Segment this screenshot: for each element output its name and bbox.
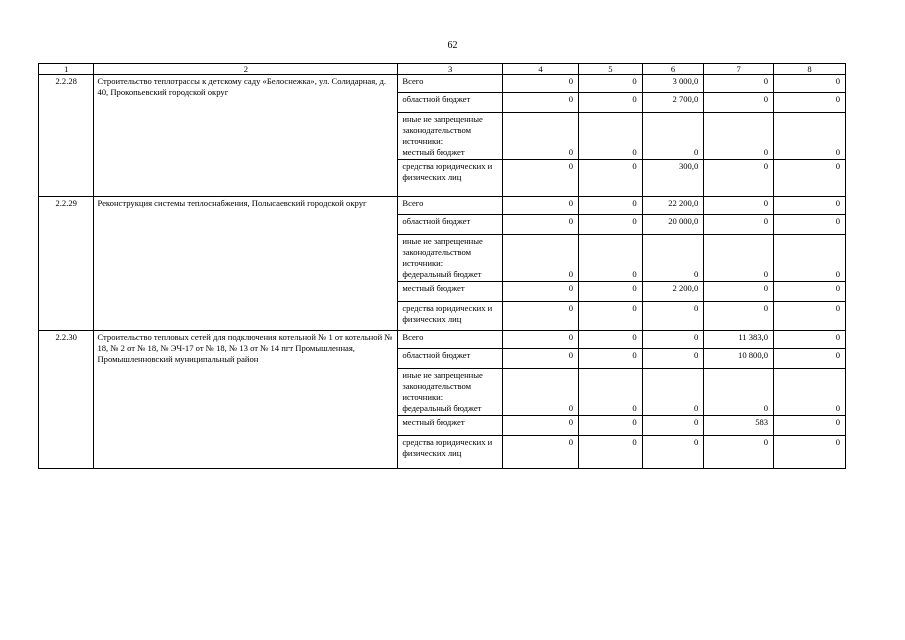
value-cell: 0 bbox=[774, 331, 846, 349]
value-cell: 0 bbox=[579, 160, 643, 197]
funding-source: Всего bbox=[398, 331, 503, 349]
value-cell: 0 bbox=[579, 197, 643, 215]
value-cell: 0 bbox=[503, 113, 579, 160]
value-cell: 0 bbox=[579, 302, 643, 331]
value-cell: 10 800,0 bbox=[704, 349, 774, 369]
value-cell: 0 bbox=[579, 331, 643, 349]
value-cell: 0 bbox=[642, 302, 704, 331]
value-cell: 0 bbox=[503, 93, 579, 113]
header-cell: 1 bbox=[39, 64, 94, 75]
value-cell: 0 bbox=[704, 282, 774, 302]
value-cell: 0 bbox=[774, 369, 846, 416]
funding-source bbox=[398, 113, 503, 160]
value-cell: 0 bbox=[774, 302, 846, 331]
funding-source: местный бюджет bbox=[398, 416, 503, 436]
header-cell: 8 bbox=[774, 64, 846, 75]
value-cell: 0 bbox=[503, 302, 579, 331]
value-cell: 0 bbox=[704, 197, 774, 215]
value-cell: 20 000,0 bbox=[642, 215, 704, 235]
value-cell: 0 bbox=[704, 93, 774, 113]
value-cell: 0 bbox=[503, 436, 579, 469]
value-cell: 0 bbox=[774, 282, 846, 302]
funding-label: местный бюджет bbox=[402, 147, 465, 157]
value-cell: 2 700,0 bbox=[642, 93, 704, 113]
value-cell: 0 bbox=[503, 416, 579, 436]
value-cell: 0 bbox=[579, 75, 643, 93]
funding-label: федеральный бюджет bbox=[402, 269, 482, 279]
value-cell: 0 bbox=[579, 436, 643, 469]
funding-source: средства юридических и физических лиц bbox=[398, 302, 503, 331]
header-cell: 2 bbox=[94, 64, 398, 75]
funding-intro: иные не запрещенные законодательством источники: bbox=[402, 370, 483, 402]
value-cell: 22 200,0 bbox=[642, 197, 704, 215]
value-cell: 0 bbox=[774, 93, 846, 113]
value-cell: 0 bbox=[503, 160, 579, 197]
budget-table bbox=[38, 63, 846, 469]
value-cell: 0 bbox=[642, 436, 704, 469]
value-cell: 0 bbox=[579, 235, 643, 282]
table-row bbox=[39, 331, 846, 349]
value-cell: 0 bbox=[774, 215, 846, 235]
value-cell: 0 bbox=[642, 113, 704, 160]
item-description: Строительство теплотрассы к детскому саду «Белоснежка», ул. Солидарная, д. 40, Прокопьевский городской округ bbox=[94, 75, 398, 197]
header-cell: 7 bbox=[704, 64, 774, 75]
value-cell: 0 bbox=[774, 113, 846, 160]
header-cell: 5 bbox=[579, 64, 643, 75]
funding-source bbox=[398, 235, 503, 282]
value-cell: 0 bbox=[503, 349, 579, 369]
value-cell: 0 bbox=[503, 369, 579, 416]
value-cell: 0 bbox=[642, 369, 704, 416]
item-description: Строительство тепловых сетей для подключения котельной № 1 от котельной № 18, № 2 от № 18, № ЭЧ-17 от № 18, № 13 от № 14 пгт Промышленная, Промышленновский муниципальный район bbox=[94, 331, 398, 469]
value-cell: 0 bbox=[503, 235, 579, 282]
funding-intro: иные не запрещенные законодательством источники: bbox=[402, 236, 483, 268]
funding-source: областной бюджет bbox=[398, 93, 503, 113]
item-code: 2.2.30 bbox=[39, 331, 94, 469]
value-cell: 0 bbox=[503, 331, 579, 349]
value-cell: 0 bbox=[704, 302, 774, 331]
value-cell: 0 bbox=[579, 416, 643, 436]
header-cell: 4 bbox=[503, 64, 579, 75]
funding-source: областной бюджет bbox=[398, 215, 503, 235]
value-cell: 11 383,0 bbox=[704, 331, 774, 349]
value-cell: 0 bbox=[503, 282, 579, 302]
funding-source: средства юридических и физических лиц bbox=[398, 436, 503, 469]
value-cell: 0 bbox=[704, 436, 774, 469]
value-cell: 2 200,0 bbox=[642, 282, 704, 302]
value-cell: 0 bbox=[642, 235, 704, 282]
value-cell: 0 bbox=[503, 215, 579, 235]
page-number: 62 bbox=[447, 40, 458, 51]
table-row bbox=[39, 75, 846, 93]
value-cell: 0 bbox=[774, 160, 846, 197]
value-cell: 0 bbox=[704, 75, 774, 93]
value-cell: 0 bbox=[579, 349, 643, 369]
funding-source: местный бюджет bbox=[398, 282, 503, 302]
value-cell: 0 bbox=[579, 215, 643, 235]
value-cell: 0 bbox=[774, 75, 846, 93]
funding-source: Всего bbox=[398, 197, 503, 215]
value-cell: 0 bbox=[503, 75, 579, 93]
value-cell: 583 bbox=[704, 416, 774, 436]
value-cell: 0 bbox=[579, 282, 643, 302]
value-cell: 300,0 bbox=[642, 160, 704, 197]
value-cell: 0 bbox=[704, 215, 774, 235]
value-cell: 0 bbox=[642, 331, 704, 349]
header-row bbox=[39, 64, 846, 75]
value-cell: 3 000,0 bbox=[642, 75, 704, 93]
value-cell: 0 bbox=[579, 93, 643, 113]
value-cell: 0 bbox=[579, 113, 643, 160]
funding-intro: иные не запрещенные законодательством источники: bbox=[402, 114, 483, 146]
funding-source bbox=[398, 369, 503, 416]
value-cell: 0 bbox=[774, 349, 846, 369]
value-cell: 0 bbox=[704, 113, 774, 160]
item-description: Реконструкция системы теплоснабжения, Полысаевский городской округ bbox=[94, 197, 398, 331]
item-code: 2.2.29 bbox=[39, 197, 94, 331]
header-cell: 3 bbox=[398, 64, 503, 75]
value-cell: 0 bbox=[642, 349, 704, 369]
table-row bbox=[39, 197, 846, 215]
value-cell: 0 bbox=[774, 416, 846, 436]
value-cell: 0 bbox=[774, 235, 846, 282]
value-cell: 0 bbox=[704, 369, 774, 416]
header-cell: 6 bbox=[642, 64, 704, 75]
funding-source: областной бюджет bbox=[398, 349, 503, 369]
value-cell: 0 bbox=[503, 197, 579, 215]
value-cell: 0 bbox=[774, 197, 846, 215]
item-code: 2.2.28 bbox=[39, 75, 94, 197]
value-cell: 0 bbox=[704, 235, 774, 282]
value-cell: 0 bbox=[579, 369, 643, 416]
value-cell: 0 bbox=[774, 436, 846, 469]
value-cell: 0 bbox=[704, 160, 774, 197]
funding-source: средства юридических и физических лиц bbox=[398, 160, 503, 197]
value-cell: 0 bbox=[642, 416, 704, 436]
funding-source: Всего bbox=[398, 75, 503, 93]
funding-label: федеральный бюджет bbox=[402, 403, 482, 413]
